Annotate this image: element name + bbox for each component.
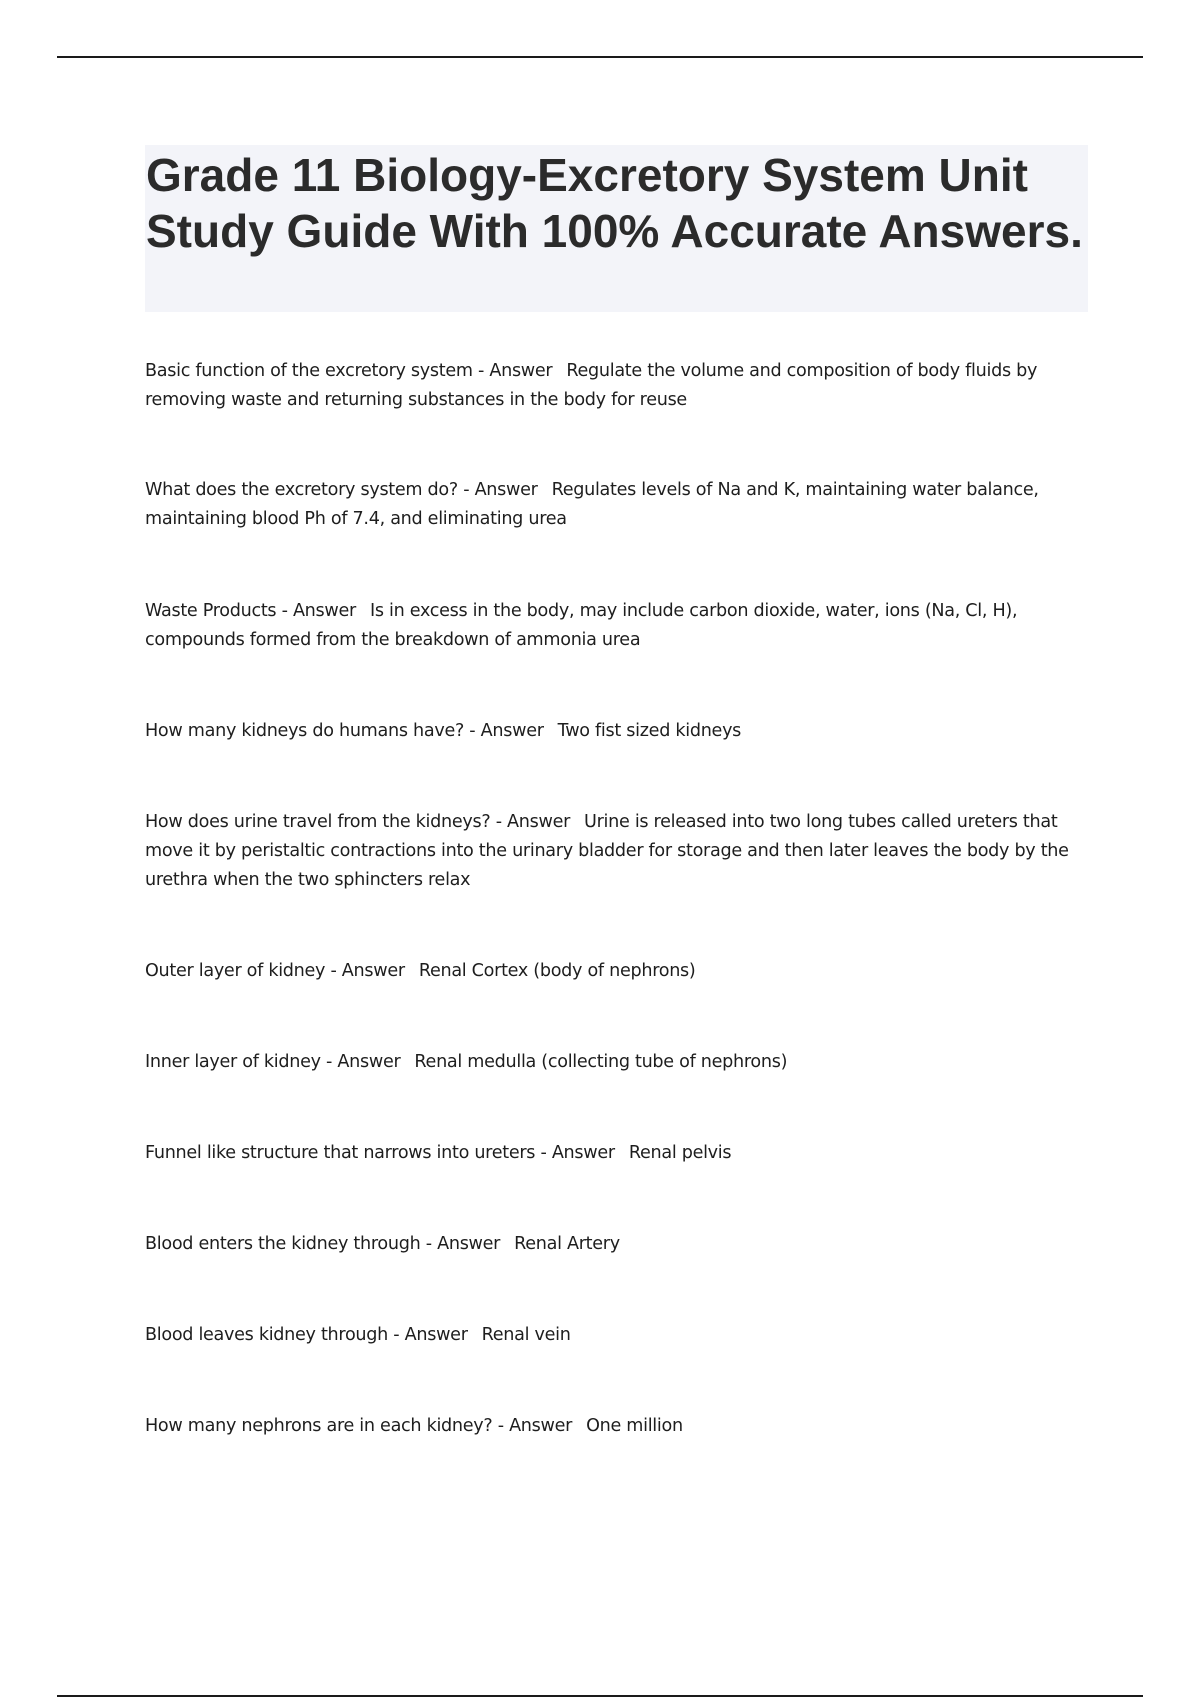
answer-text: Renal vein (481, 1325, 571, 1345)
question-text: Blood enters the kidney through (145, 1234, 421, 1254)
qa-item (145, 476, 1095, 534)
answer-text: Urine is released into two long tubes called ureters that move it by peristaltic contractions into the urinary bladder for storage and then later leaves the body by the urethra when the two sphincters relax (145, 812, 1069, 890)
bottom-rule (57, 1695, 1143, 1697)
qa-item (145, 1230, 1095, 1259)
answer-label: - Answer (490, 812, 571, 832)
answer-label: - Answer (276, 601, 356, 621)
question-text: What does the excretory system do? (145, 480, 458, 500)
question-text: Basic function of the excretory system (145, 361, 473, 381)
answer-label: - Answer (492, 1416, 573, 1436)
question-text: Funnel like structure that narrows into ureters (145, 1143, 536, 1163)
answer-text: Regulates levels of Na and K, maintaining water balance, maintaining blood Ph of 7.4, and eliminating urea (145, 480, 1039, 529)
answer-label: - Answer (535, 1143, 615, 1163)
question-text: Inner layer of kidney (145, 1052, 321, 1072)
qa-item (145, 357, 1095, 415)
top-rule (57, 56, 1143, 58)
answer-label: - Answer (464, 721, 544, 741)
page-title: Grade 11 Biology-Excretory System Unit Study Guide With 100% Accurate Answers. (146, 149, 1083, 257)
qa-item (145, 1412, 1095, 1441)
qa-item (145, 597, 1095, 655)
qa-item (145, 1139, 1095, 1168)
answer-label: - Answer (320, 1052, 401, 1072)
answer-label: - Answer (420, 1234, 501, 1254)
question-text: How many kidneys do humans have? (145, 721, 465, 741)
answer-text: One million (586, 1416, 683, 1436)
answer-label: - Answer (472, 361, 553, 381)
question-text: Waste Products (145, 601, 277, 621)
answer-text: Renal Artery (514, 1234, 620, 1254)
answer-text: Two fist sized kidneys (557, 721, 742, 741)
answer-label: - Answer (388, 1325, 468, 1345)
answer-text: Renal Cortex (body of nephrons) (418, 961, 696, 981)
answer-text: Is in excess in the body, may include carbon dioxide, water, ions (Na, Cl, H), compounds formed from the breakdown of ammonia urea (145, 601, 1018, 650)
qa-item (145, 808, 1095, 895)
answer-text: Renal pelvis (628, 1143, 732, 1163)
qa-item (145, 1321, 1095, 1350)
answer-text: Renal medulla (collecting tube of nephrons) (414, 1052, 788, 1072)
answer-label: - Answer (325, 961, 405, 981)
question-text: How does urine travel from the kidneys? (145, 812, 491, 832)
qa-item (145, 717, 1095, 746)
question-text: Outer layer of kidney (145, 961, 326, 981)
answer-text: Regulate the volume and composition of body fluids by removing waste and returning substances in the body for reuse (145, 361, 1038, 410)
question-text: How many nephrons are in each kidney? (145, 1416, 493, 1436)
answer-label: - Answer (457, 480, 538, 500)
qa-item (145, 957, 1095, 986)
qa-item (145, 1048, 1095, 1077)
question-text: Blood leaves kidney through (145, 1325, 388, 1345)
